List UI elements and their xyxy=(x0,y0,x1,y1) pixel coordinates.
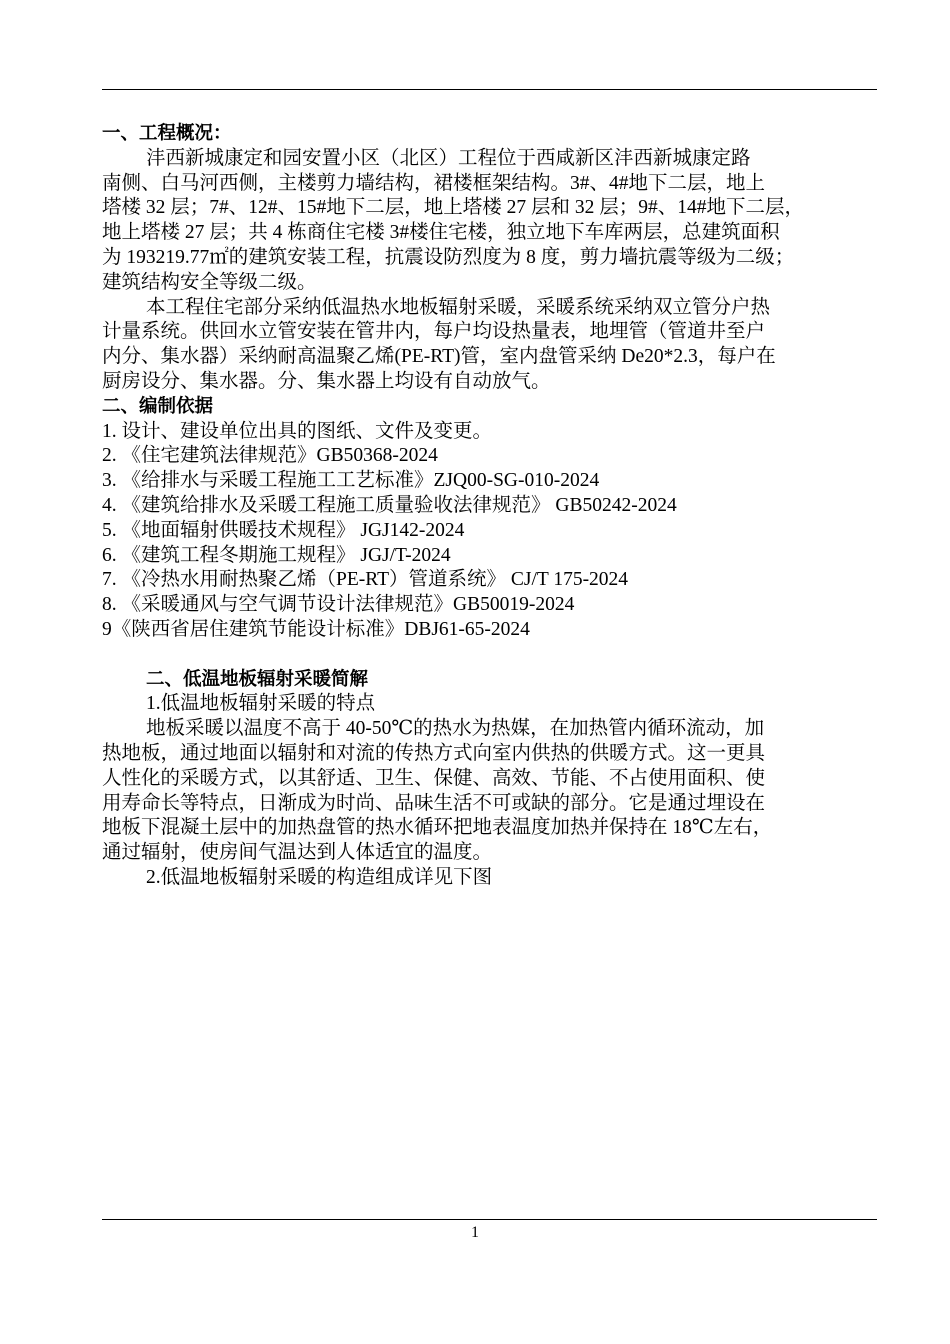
basis-item: 3. 《给排水与采暖工程施工工艺标准》ZJQ00-SG-010-2024 xyxy=(102,470,600,492)
basis-item: 2. 《住宅建筑法律规范》GB50368-2024 xyxy=(102,445,438,467)
section-heading-floor-heating: 二、低温地板辐射采暖简解 xyxy=(146,668,369,690)
features-line: 地板下混凝土层中的加热盘管的热水循环把地表温度加热并保持在 18℃左右， xyxy=(102,817,773,839)
heating-line: 内分、集水器）采纳耐高温聚乙烯(PE-RT)管，室内盘管采纳 De20*2.3，每户在 xyxy=(102,346,776,368)
document-body xyxy=(102,122,880,891)
subheading-structure: 2.低温地板辐射采暖的构造组成详见下图 xyxy=(146,866,493,888)
basis-item: 4. 《建筑给排水及采暖工程施工质量验收法律规范》 GB50242-2024 xyxy=(102,494,677,516)
subheading-features: 1.低温地板辐射采暖的特点 xyxy=(146,693,376,715)
section-heading-basis: 二、编制依据 xyxy=(102,395,214,417)
section-heading-overview: 一、工程概况： xyxy=(102,123,232,144)
overview-line: 为 193219.77㎡的建筑安装工程，抗震设防烈度为 8 度，剪力墙抗震等级为二级； xyxy=(102,246,795,268)
features-line: 通过辐射，使房间气温达到人体适宜的温度。 xyxy=(102,842,493,864)
heating-line: 厨房设分、集水器。分、集水器上均设有自动放气。 xyxy=(102,370,551,392)
basis-item: 7. 《冷热水用耐热聚乙烯（PE-RT）管道系统》 CJ/T 175-2024 xyxy=(102,569,629,591)
basis-item: 9《陕西省居住建筑节能设计标准》DBJ61-65-2024 xyxy=(102,618,530,640)
basis-item: 5. 《地面辐射供暖技术规程》 JGJ142-2024 xyxy=(102,519,465,541)
page-number: 1 xyxy=(471,1224,479,1241)
overview-line: 南侧、白马河西侧，主楼剪力墙结构，裙楼框架结构。3#、4#地下二层，地上 xyxy=(102,172,766,194)
features-line: 人性化的采暖方式，以其舒适、卫生、保健、高效、节能、不占使用面积、使 xyxy=(102,767,766,789)
features-line: 热地板，通过地面以辐射和对流的传热方式向室内供热的供暖方式。这一更具 xyxy=(102,742,766,764)
features-line: 地板采暖以温度不高于 40-50℃的热水为热媒，在加热管内循环流动，加 xyxy=(146,718,765,740)
heating-line: 计量系统。供回水立管安装在管井内，每户均设热量表，地埋管（管道井至户 xyxy=(102,321,766,343)
basis-item: 1. 设计、建设单位出具的图纸、文件及变更。 xyxy=(102,420,493,442)
overview-line: 地上塔楼 27 层；共 4 栋商住宅楼 3#楼住宅楼，独立地下车库两层，总建筑面积 xyxy=(102,222,780,244)
overview-line: 沣西新城康定和园安置小区（北区）工程位于西咸新区沣西新城康定路 xyxy=(146,147,751,169)
basis-item: 8. 《采暖通风与空气调节设计法律规范》GB50019-2024 xyxy=(102,594,575,616)
footer-rule xyxy=(102,1219,877,1220)
header-rule xyxy=(102,89,877,90)
basis-item: 6. 《建筑工程冬期施工规程》 JGJ/T-2024 xyxy=(102,544,451,566)
heating-line: 本工程住宅部分采纳低温热水地板辐射采暖，采暖系统采纳双立管分户热 xyxy=(146,296,771,318)
overview-line: 塔楼 32 层；7#、12#、15#地下二层，地上塔楼 27 层和 32 层；9#、14#地下二层， xyxy=(102,197,805,219)
features-line: 用寿命长等特点，日渐成为时尚、品味生活不可或缺的部分。它是通过埋设在 xyxy=(102,792,766,814)
spacer xyxy=(102,643,880,668)
overview-line: 建筑结构安全等级二级。 xyxy=(102,271,317,293)
